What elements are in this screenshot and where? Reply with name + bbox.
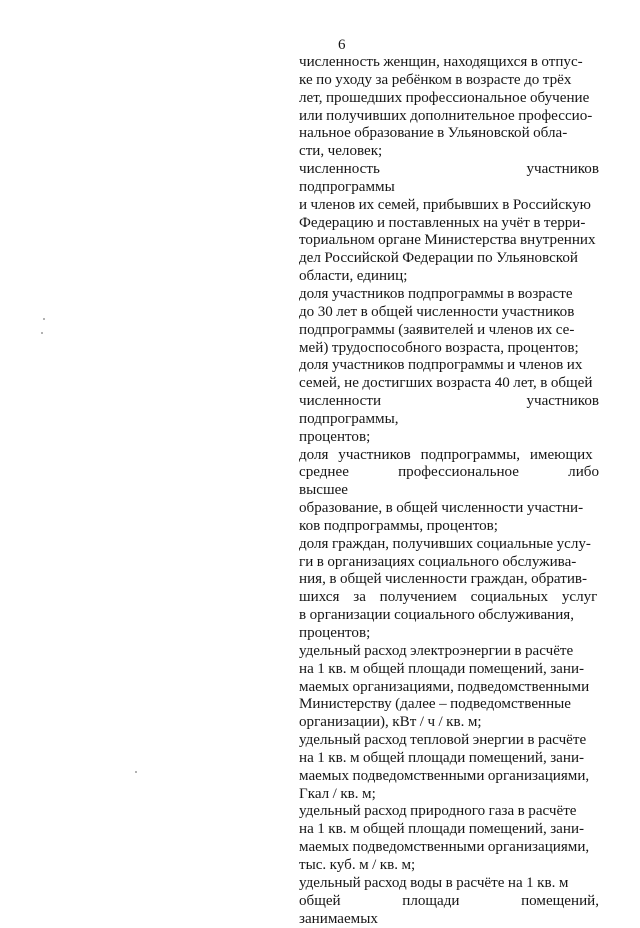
text-line: на 1 кв. м общей площади помещений, зани- [299,821,585,838]
text-line: на 1 кв. м общей площади помещений, зани- [299,660,585,677]
text-line: доля участников подпрограммы и членов их [299,357,583,374]
text-line: мей) трудоспособного возраста, процентов; [299,339,579,356]
text-line: удельный расход электроэнергии в расчёте [299,642,574,659]
text-line: маемых подведомственными организациями, [299,767,590,784]
paragraph-social-services [299,536,599,643]
text-line: общей площади помещений, занимаемых [299,892,599,927]
paragraph-participants-education [299,447,599,536]
text-line: удельный расход природного газа в расчёте [299,803,577,820]
text-line: и членов их семей, прибывших в Российскую [299,196,591,213]
paragraph-program-participants-count [299,161,599,286]
text-line: процентов; [299,625,371,641]
text-line: семей, не достигших возраста 40 лет, в общей [299,375,593,392]
paragraph-heat-consumption [299,732,599,803]
paragraph-participants-under-30 [299,286,599,357]
text-line: области, единиц; [299,268,408,285]
text-line: шихся за получением социальных услуг [299,589,598,606]
text-line: нальное образование в Ульяновской обла- [299,125,568,142]
text-line: доля участников подпрограммы в возрасте [299,285,573,302]
text-line: ториальном органе Министерства внутренних [299,232,596,249]
text-line: образование, в общей численности участни- [299,500,584,517]
text-line: ков подпрограммы, процентов; [299,517,498,534]
text-line: или получивших дополнительное профессио- [299,107,593,124]
scan-speck [135,771,137,773]
text-line: ке по уходу за ребёнком в возрасте до трёх [299,71,572,88]
paragraph-electricity-consumption [299,643,599,732]
text-line: маемых организациями, подведомственными [299,678,590,695]
scan-speck [41,332,43,334]
paragraph-women-on-parental-leave [299,54,599,161]
text-line: организации), кВт / ч / кв. м; [299,714,482,731]
text-line: Министерству (далее – подведомственные [299,696,572,713]
text-line: ги в организациях социального обслужива- [299,553,577,570]
paragraph-participants-under-40 [299,357,599,446]
text-line: лет, прошедших профессиональное обучение [299,89,590,106]
text-line: среднее профессиональное либо высшее [299,464,599,499]
text-line: ния, в общей численности граждан, обратив- [299,571,588,588]
text-line: маемых подведомственными организациями, [299,839,590,856]
text-line: тыс. куб. м / кв. м; [299,856,416,873]
text-line: удельный расход тепловой энергии в расчёте [299,732,587,749]
text-line: сти, человек; [299,143,383,160]
text-line: процентов; [299,428,371,445]
text-line: доля граждан, получивших социальные услу- [299,535,591,552]
text-line: в организации социального обслуживания, [299,607,575,624]
text-line: до 30 лет в общей численности участников [299,303,575,320]
scan-speck [43,318,45,320]
text-line: доля участников подпрограммы, имеющих [299,446,593,463]
text-line: подпрограммы (заявителей и членов их се- [299,321,575,338]
text-line: численность женщин, находящихся в отпус- [299,54,583,70]
text-line: численность участников подпрограммы [299,161,599,195]
text-line: удельный расход воды в расчёте на 1 кв. м [299,874,569,891]
page-number: 6 [338,37,346,53]
text-line: Федерацию и поставленных на учёт в терри- [299,214,586,231]
text-line: Гкал / кв. м; [299,785,376,802]
text-line: численности участников подпрограммы, [299,393,599,427]
paragraph-gas-consumption [299,803,599,874]
text-line: дел Российской Федерации по Ульяновской [299,250,578,267]
paragraph-water-consumption [299,875,599,928]
text-line: на 1 кв. м общей площади помещений, зани- [299,749,585,766]
page-body [299,54,599,928]
